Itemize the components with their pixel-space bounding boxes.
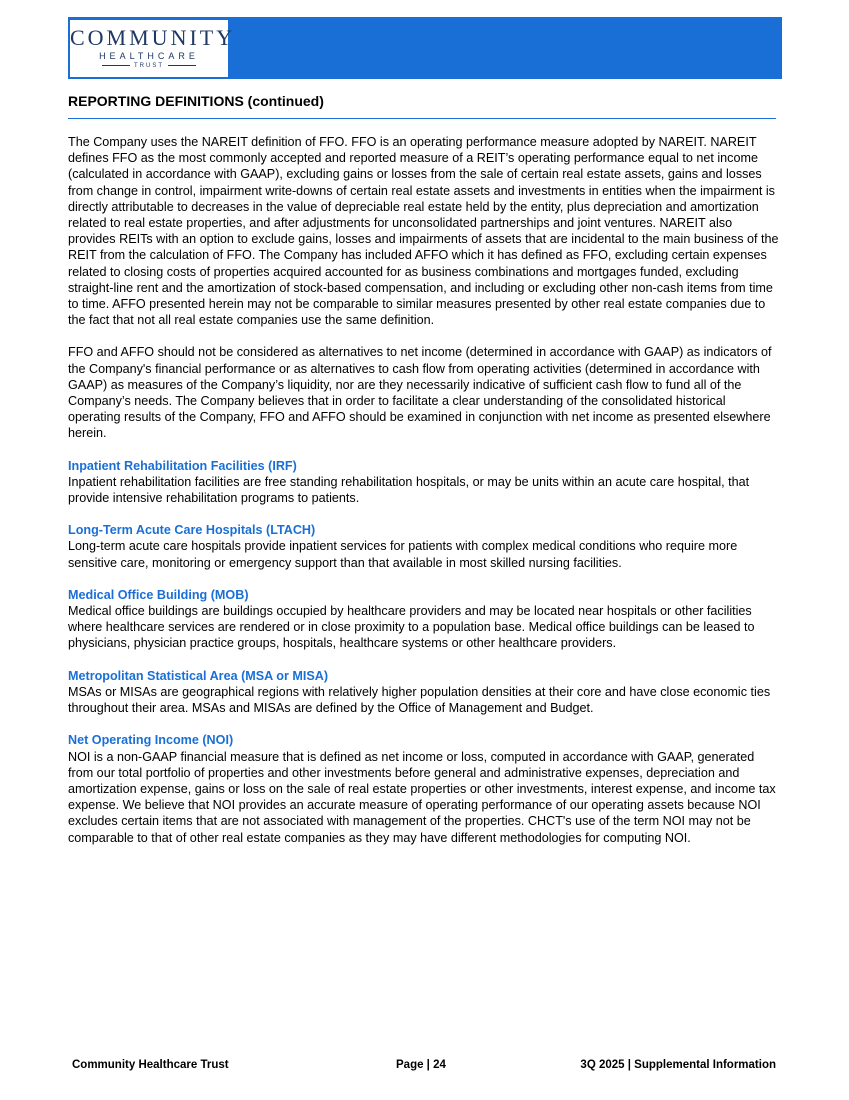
- page-footer: [68, 1057, 776, 1073]
- definition-body: Medical office buildings are buildings occupied by healthcare providers and may be located near hospitals or other facilities where healthcare services are rendered or in close proximity to a population base. Medical office buildings can be leased to physicians, physician practice groups, hospitals, healthcare systems or other healthcare providers.: [68, 604, 755, 651]
- definition-noi: [68, 732, 780, 845]
- definition-body: MSAs or MISAs are geographical regions with relatively higher population densities at their core and have close economic ties throughout their area. MSAs and MISAs are defined by the Office of Management and Budget.: [68, 684, 771, 716]
- definition-heading: Medical Office Building (MOB): [68, 587, 249, 602]
- definition-irf: [68, 458, 780, 507]
- definition-body: Long-term acute care hospitals provide inpatient services for patients with complex medical conditions who require more sensitive care, monitoring or emergency support than that available in most skilled nursing facilities.: [68, 539, 738, 570]
- section-title-rule: [68, 118, 776, 119]
- definition-body: NOI is a non-GAAP financial measure that is defined as net income or loss, computed in accordance with GAAP, generated from our total portfolio of properties and other investments before general and administrative expenses, depreciation and amortization expense, gains or loss on the sale of real estate properties or other investments, interest expense, and income tax expense. We believe that NOI provides an accurate measure of operating performance of our operating assets because NOI excludes certain items that are not associated with management of the properties. CHCT's use of the term NOI may not be comparable to that of other real estate companies as they may have different methodologies for computing NOI.: [68, 749, 776, 845]
- definition-body: Inpatient rehabilitation facilities are free standing rehabilitation hospitals, or may be units within an acute care hospital, that provide intensive rehabilitation programs to patients.: [68, 474, 750, 506]
- footer-company-name: Community Healthcare Trust: [72, 1059, 229, 1071]
- page-content: [68, 134, 780, 846]
- definition-heading: Inpatient Rehabilitation Facilities (IRF): [68, 458, 297, 473]
- footer-page-number: Page | 24: [396, 1059, 446, 1071]
- logo-line-community: COMMUNITY: [70, 25, 236, 50]
- footer-report-title: 3Q 2025 | Supplemental Information: [580, 1059, 776, 1071]
- definition-heading: Long-Term Acute Care Hospitals (LTACH): [68, 523, 316, 538]
- logo-line-healthcare: HEALTHCARE: [99, 51, 199, 61]
- section-title: REPORTING DEFINITIONS (continued): [68, 93, 324, 109]
- definition-heading: Net Operating Income (NOI): [68, 733, 234, 748]
- logo-trust-text: TRUST: [134, 63, 164, 69]
- definition-msa: [68, 668, 780, 717]
- paragraph-ffo-affo-caveat: FFO and AFFO should not be considered as alternatives to net income (determined in accordance with GAAP) as indicators of the Company's financial performance or as alternatives to cash flow from operating activities (determined in accordance with GAAP) as measures of the Company’s liquidity, nor are they necessarily indicative of sufficient cash flow to fund all of the Company’s needs. The Company believes that in order to facilitate a clear understanding of the consolidated historical operating results of the Company, FFO and AFFO should be examined in conjunction with net income as presented elsewhere herein.: [68, 345, 772, 441]
- logo-line-trust: [70, 62, 228, 70]
- definition-ltach: [68, 522, 780, 571]
- definition-mob: [68, 587, 780, 652]
- definition-heading: Metropolitan Statistical Area (MSA or MISA): [68, 668, 329, 683]
- paragraph-ffo-definition: The Company uses the NAREIT definition of FFO. FFO is an operating performance measure adopted by NAREIT. NAREIT defines FFO as the most commonly accepted and reported measure of a REIT’s operating performance equal to net income (calculated in accordance with GAAP), excluding gains or losses from the sale of certain real estate assets, gains and losses from change in control, impairment write-downs of certain real estate assets and investments in entities when the impairment is directly attributable to decreases in the value of depreciable real estate held by the entity, plus depreciation and amortization related to real estate properties, and after adjustments for unconsolidated partnerships and joint ventures. NAREIT also provides REITs with an option to exclude gains, losses and impairments of assets that are incidental to the main business of the REIT from the calculation of FFO. The Company has included AFFO which it has defined as FFO, excluding certain expenses related to closing costs of properties acquired accounted for as business combinations and mortgages funded, excluding straight-line rent and the amortization of stock-based compensation, and including or excluding other non-cash items from time to time. AFFO presented herein may not be comparable to similar measures presented by other real estate companies due to the fact that not all real estate companies use the same definition.: [68, 135, 779, 328]
- company-logo: [70, 20, 236, 77]
